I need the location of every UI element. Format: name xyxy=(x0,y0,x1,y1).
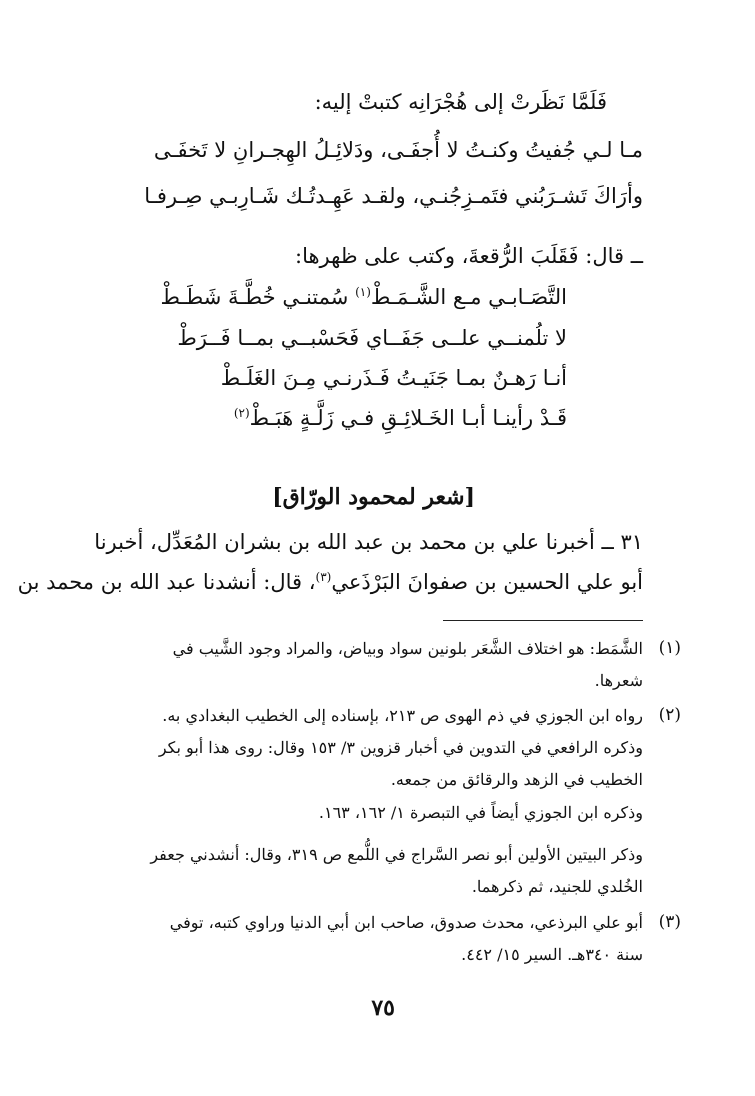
footnote-3-line2: سنة ٣٤٠هـ. السير ١٥/ ٤٤٢. xyxy=(461,945,643,964)
section-title: [شعر لمحمود الورّاق] xyxy=(272,484,475,510)
verse2-line4 xyxy=(234,406,567,430)
footnote-2-line5: وذكر البيتين الأولين أبو نصر السَّراج في اللُّمع ص ٣١٩، وقال: أنشدني جعفر xyxy=(150,845,643,864)
footnote-ref-3: (٣) xyxy=(315,570,332,584)
footnote-divider xyxy=(443,620,643,621)
entry31-line1: ٣١ ــ أخبرنا علي بن محمد بن عبد الله بن بشران المُعَدِّل، أخبرنا xyxy=(94,530,643,554)
verse2-line4-text: قَـدْ رأينـا أبـا الخَـلائِـقِ فـي زَلَّـةٍ هَبَـطْ xyxy=(249,406,567,430)
footnote-ref-2: (٢) xyxy=(233,406,250,420)
footnote-2-line1: رواه ابن الجوزي في ذم الهوى ص ٢١٣، بإسناده إلى الخطيب البغدادي به. xyxy=(162,706,643,725)
qal-line: ــ قال: فَقَلَبَ الرُّقعةَ، وكتب على ظهرها: xyxy=(295,244,643,268)
footnote-3-line1: أبو علي البرذعي، محدث صدوق، صاحب ابن أبي الدنيا وراوي كتبه، توفي xyxy=(169,913,643,932)
verse2-line1-text: التَّصَـابـي مـع الشَّـمَـطْ xyxy=(370,285,567,309)
footnote-2-line6: الخُلدي للجنيد، ثم ذكرهما. xyxy=(471,877,643,896)
footnote-2-line2: وذكره الرافعي في التدوين في أخبار قزوين ٣/ ١٥٣ وقال: روى هذا أبو بكر xyxy=(158,738,643,757)
verse1-line2: وأرَاكَ تَشـرَبُني فتَمـزِجُنـي، ولقـد عَهِـدتُـك شَـارِبـي صِـرفـا xyxy=(144,184,643,208)
entry31-line2 xyxy=(18,570,643,594)
entry31-line2-text: أبو علي الحسين بن صفوانَ البَرْذَعي xyxy=(331,570,643,594)
verse1-line1: مـا لـي جُفيتُ وكنـتُ لا أُجفَـى، ودَلائِـلُ الهِجـرانِ لا تَخفَـى xyxy=(153,138,643,162)
page-number: ٧٥ xyxy=(371,995,395,1021)
footnote-ref-1: (١) xyxy=(355,285,371,299)
intro-line: فَلَمَّا نَظَرتْ إلى هُجْرَانِه كتبتْ إليه: xyxy=(314,90,607,114)
footnote-1-line2: شعرها. xyxy=(594,671,643,690)
footnote-2-line4: وذكره ابن الجوزي أيضاً في التبصرة ١/ ١٦٢، ١٦٣. xyxy=(318,803,643,822)
footnote-2-number: (٢) xyxy=(658,705,681,725)
footnote-3-number: (٣) xyxy=(658,912,681,932)
verse2-line2: لا تلُمنــي علــى جَفَــاي فَحَسْبــي بمــا فَــرَطْ xyxy=(177,326,567,350)
footnote-1-number: (١) xyxy=(658,638,681,658)
footnote-2-line3: الخطيب في الزهد والرقائق من جمعه. xyxy=(390,770,643,789)
verse2-line1 xyxy=(160,285,567,309)
verse2-line3: أنـا رَهـنٌ بمـا جَنَيـتُ فَـذَرنـي مِـنَ الغَلَـطْ xyxy=(220,366,567,390)
verse2-line1-rest: سُمتنـي خُطَّـةَ شَطَـطْ xyxy=(160,285,356,309)
entry31-line2-rest: ، قال: أنشدنا عبد الله بن محمد بن xyxy=(17,570,316,594)
footnote-1-line1: الشَّمَط: هو اختلاف الشَّعَر بلونين سواد وبياض، والمراد وجود الشَّيب في xyxy=(172,639,643,658)
